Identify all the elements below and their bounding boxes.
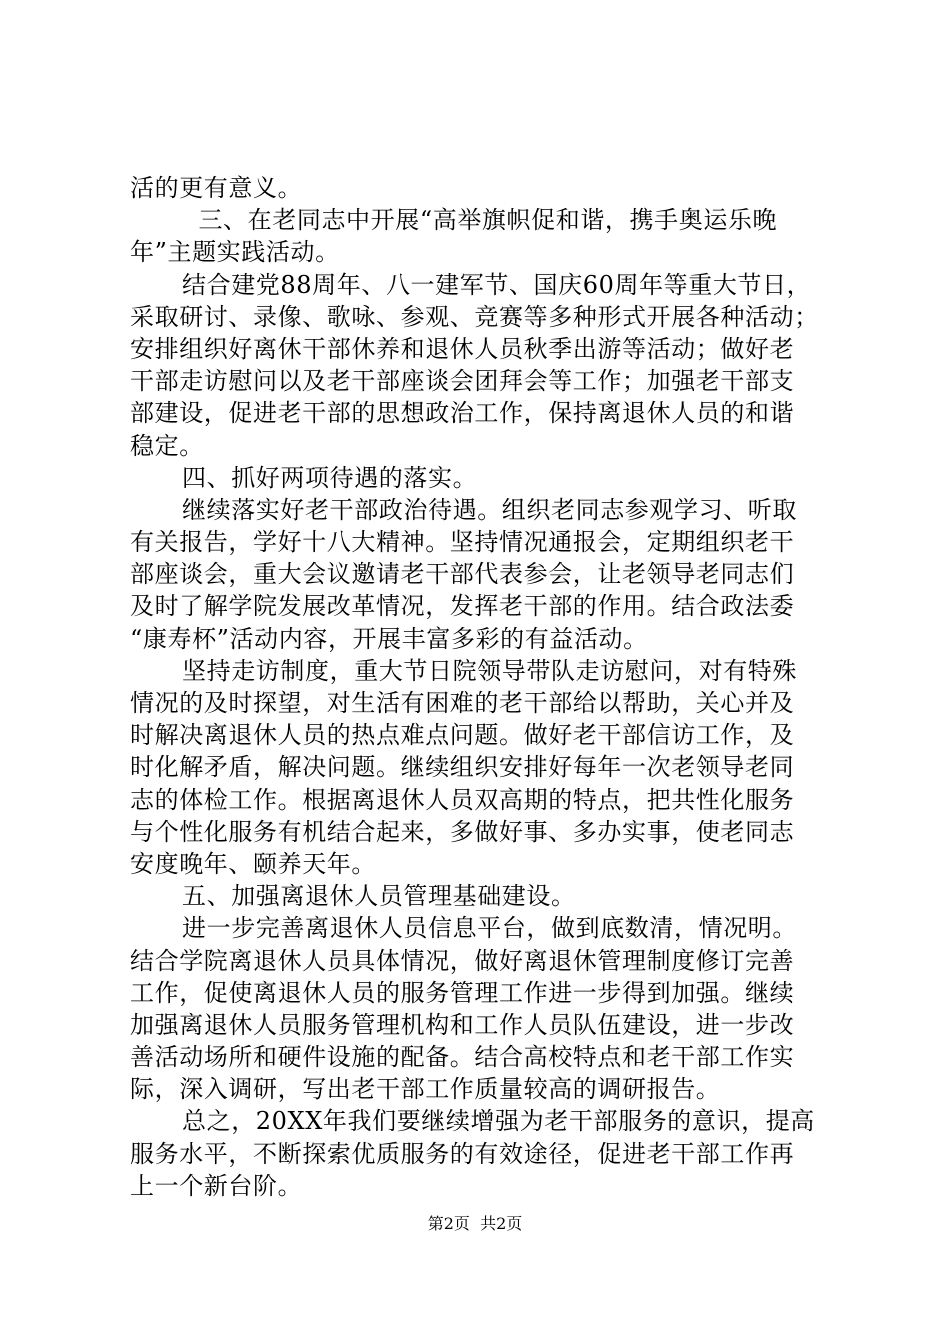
text-line: “康寿杯”活动内容，开展丰富多彩的有益活动。 — [130, 624, 648, 653]
page-footer: 第2页 共2页 — [427, 1214, 523, 1233]
text-line: 结合建党88周年、八一建军节、国庆60周年等重大节日， — [182, 270, 812, 299]
text-line: 及时了解学院发展改革情况，发挥老干部的作用。结合政法委 — [130, 592, 795, 621]
text-line: 稳定。 — [130, 431, 204, 460]
text-line: 坚持走访制度，重大节日院领导带队走访慰问，对有特殊 — [182, 656, 797, 685]
text-line: 年”主题实践活动。 — [130, 238, 340, 267]
text-line: 服务水平，不断探索优质服务的有效途径，促进老干部工作再 — [130, 1139, 795, 1168]
text-line: 上一个新台阶。 — [130, 1171, 303, 1200]
text-line: 安度晚年、颐养天年。 — [130, 849, 376, 878]
text-line: 安排组织好离休干部休养和退休人员秋季出游等活动；做好老 — [130, 334, 795, 363]
document-body — [130, 172, 840, 1202]
text-line: 情况的及时探望，对生活有困难的老干部给以帮助，关心并及 — [130, 689, 795, 717]
text-line: 结合学院离退休人员具体情况，做好离退休管理制度修订完善 — [130, 946, 795, 975]
text-line: 有关报告，学好十八大精神。坚持情况通报会，定期组织老干 — [130, 528, 795, 557]
text-line: 活的更有意义。 — [130, 174, 303, 202]
text-line: 志的体检工作。根据离退休人员双高期的特点，把共性化服务 — [130, 785, 795, 814]
text-line: 继续落实好老干部政治待遇。组织老同志参观学习、听取 — [182, 495, 797, 524]
text-line: 与个性化服务有机结合起来，多做好事、多办实事，使老同志 — [130, 817, 795, 846]
text-line: 时化解矛盾，解决问题。继续组织安排好每年一次老领导老同 — [130, 753, 795, 782]
text-line: 总之，20XX年我们要继续增强为老干部服务的意识，提高 — [182, 1107, 815, 1136]
text-line: 进一步完善离退休人员信息平台，做到底数清，情况明。 — [182, 914, 797, 943]
text-line: 采取研讨、录像、歌咏、参观、竞赛等多种形式开展各种活动； — [130, 302, 819, 331]
text-line: 际，深入调研，写出老干部工作质量较高的调研报告。 — [130, 1075, 721, 1104]
text-line: 时解决离退休人员的热点难点问题。做好老干部信访工作，及 — [130, 721, 795, 750]
text-line: 干部走访慰问以及老干部座谈会团拜会等工作；加强老干部支 — [130, 367, 795, 396]
text-line: 五、加强离退休人员管理基础建设。 — [182, 882, 576, 911]
text-line: 部座谈会，重大会议邀请老干部代表参会，让老领导老同志们 — [130, 560, 795, 589]
text-line: 加强离退休人员服务管理机构和工作人员队伍建设，进一步改 — [130, 1010, 795, 1039]
text-line: 善活动场所和硬件设施的配备。结合高校特点和老干部工作实 — [130, 1043, 795, 1072]
text-line: 四、抓好两项待遇的落实。 — [182, 463, 478, 492]
text-line: 工作，促使离退休人员的服务管理工作进一步得到加强。继续 — [130, 978, 795, 1007]
text-line: 部建设，促进老干部的思想政治工作，保持离退休人员的和谐 — [130, 399, 795, 428]
text-line: 三、在老同志中开展“高举旗帜促和谐，携手奥运乐晚 — [182, 206, 778, 235]
